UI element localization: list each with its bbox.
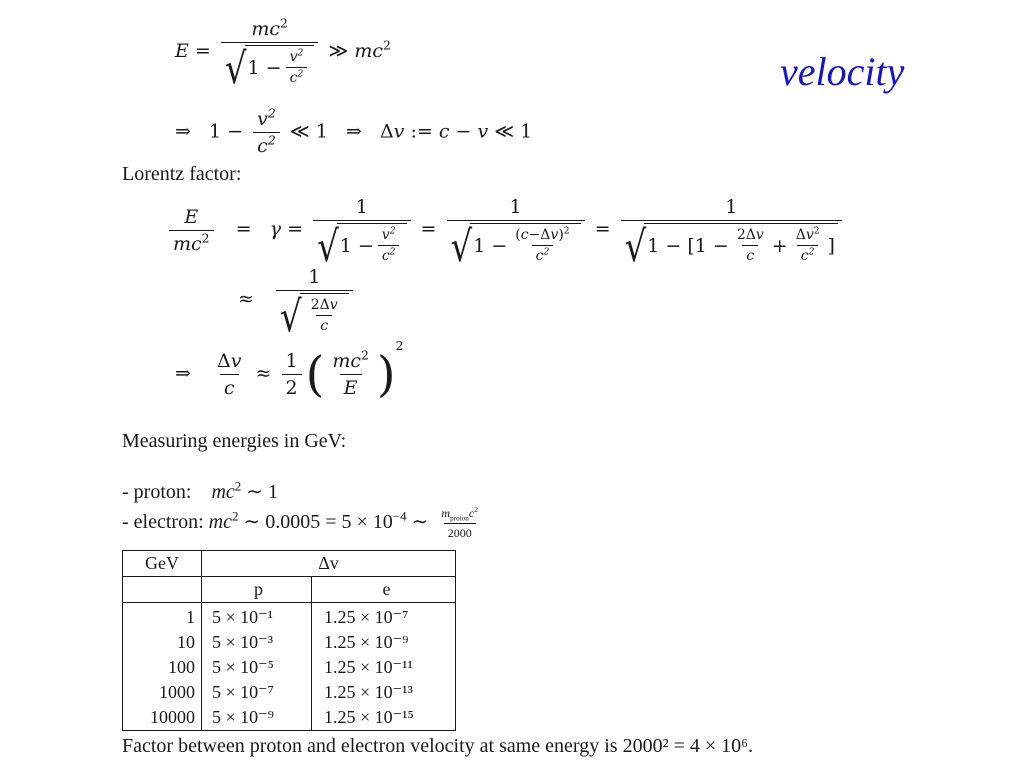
table-cell-e: 1.25 × 10⁻¹¹ (324, 657, 413, 677)
electron-line: - electron: $mc^2$ ∼ $0.0005 = 5 \times 10^{-4}$ ∼ $\frac{m_{proton}c^2}{2000}$ (122, 505, 479, 540)
table-cell-p: 5 × 10⁻¹ (202, 603, 312, 631)
table-header-gev: GeV (123, 551, 202, 577)
table-header-e: e (312, 577, 456, 603)
table-row (123, 680, 456, 705)
table-cell-p: 5 × 10⁻⁵ (202, 655, 312, 680)
table-row (123, 630, 456, 655)
table-cell-e: 1.25 × 10⁻⁷ (324, 607, 409, 627)
proton-label: - proton: (122, 481, 192, 503)
velocity-difference-table (122, 550, 456, 731)
table-cell-gev: 10000 (123, 705, 202, 731)
table-cell-e: 1.25 × 10⁻¹⁵ (324, 707, 414, 727)
gamma-approximation-equation: ≈ 1 √ $\frac{2\Delta v}{c}$ (238, 266, 357, 334)
electron-label: - electron: (122, 511, 204, 534)
proton-line: - proton: $mc^2$ ∼ 1 (122, 478, 279, 503)
table-cell-gev: 1000 (123, 680, 202, 705)
table-header-dv: Δv (202, 551, 456, 577)
table-header-empty (123, 577, 202, 603)
table-cell-gev: 10 (123, 630, 202, 655)
table-cell-p: 5 × 10⁻⁷ (202, 680, 312, 705)
lorentz-factor-label: Lorentz factor: (122, 163, 242, 185)
energy-equation: E = $mc^2$ √ 1 − $\frac{v^2}{c^2}$ ≫ $mc^2$ (175, 16, 391, 94)
table-row (123, 603, 456, 631)
table-cell-gev: 1 (123, 603, 202, 631)
table-cell-p: 5 × 10⁻⁹ (202, 705, 312, 731)
table-cell-e: 1.25 × 10⁻¹³ (324, 682, 413, 702)
velocity-difference-equation: ⇒ $\frac{\Delta v}{c}$ ≈ $\frac{1}{2}$ ( $\frac{mc^2}{E}$ )$^2$ (175, 339, 404, 403)
slide-title: velocity (780, 49, 905, 94)
velocity-implication-equation: ⇒ 1 − $\frac{v^2}{c^2}$ ≪ 1 ⇒ Δv := c − v ≪ 1 (175, 106, 533, 157)
table-cell-e: 1.25 × 10⁻⁹ (324, 632, 409, 652)
lorentz-factor-equation: $\frac{E}{mc^2}$ = γ = 1 √ 1 − $\frac{v^2}{c^2}$ = 1 √ 1 − $\frac{(c-\Delta v)^2}{c^2}$ = 1 √ 1 − [1 − $\frac{2\Delta v}{c}$ + $\frac{\Delta v^2}{c^2}$ ] (165, 196, 846, 264)
table-row (123, 655, 456, 680)
table-cell-gev: 100 (123, 655, 202, 680)
table-header-p: p (202, 577, 312, 603)
measuring-energies-label: Measuring energies in GeV: (122, 430, 347, 452)
table-cell-p: 5 × 10⁻³ (202, 630, 312, 655)
table-row (123, 705, 456, 731)
footer-text: Factor between proton and electron velocity at same energy is 2000² = 4 × 10⁶. (122, 735, 754, 757)
